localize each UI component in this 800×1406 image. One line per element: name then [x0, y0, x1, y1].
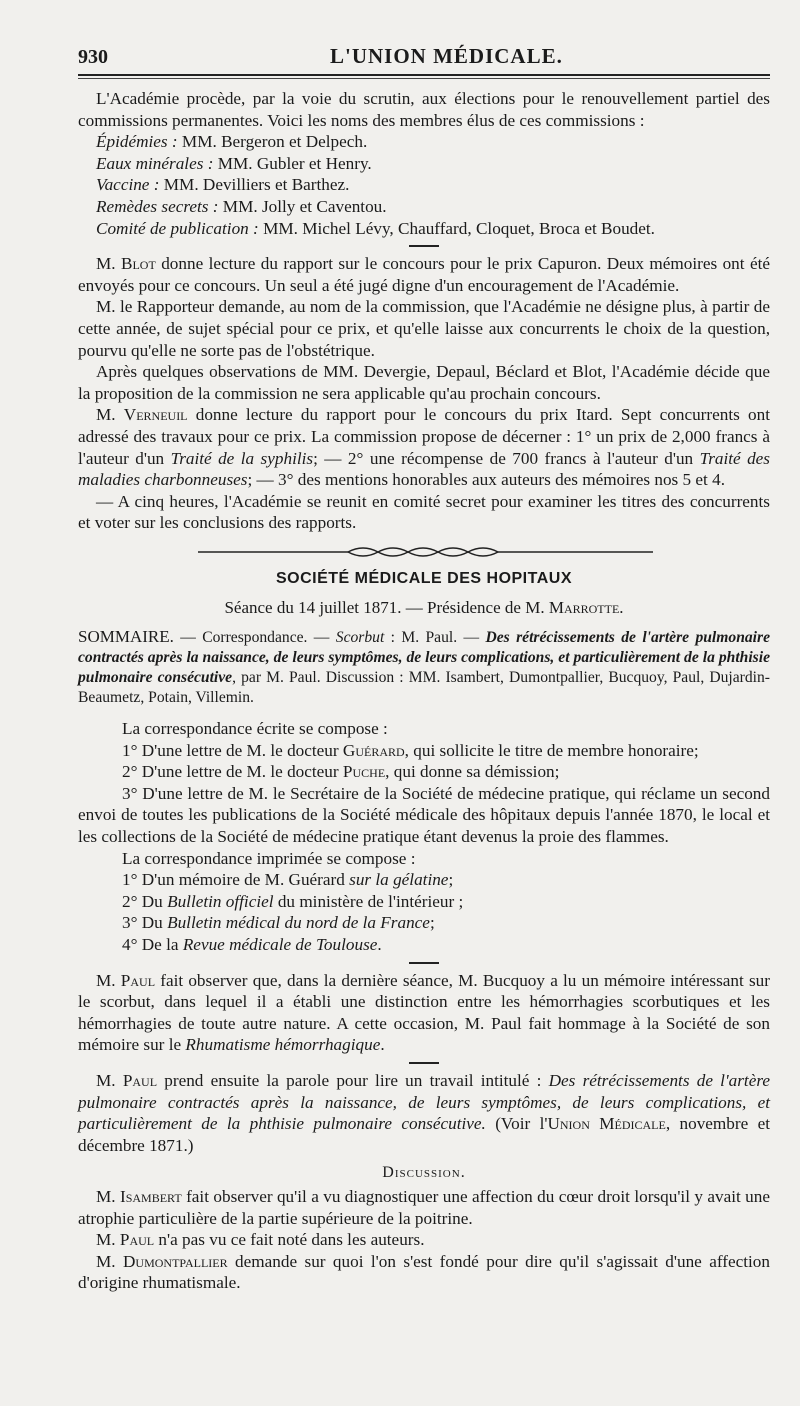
discussion-paragraph: M. Paul n'a pas vu ce fait noté dans les auteurs. — [96, 1230, 425, 1250]
commission-item: Eaux minérales : MM. Gubler et Henry. — [96, 153, 372, 173]
correspondance-item: 4° De la Revue médicale de Toulouse. — [122, 935, 382, 954]
section-separator — [409, 962, 439, 964]
section-title: SOCIÉTÉ MÉDICALE DES HOPITAUX — [275, 569, 572, 587]
correspondance-imprimee-intro: La correspondance imprimée se compose : — [122, 848, 416, 868]
itard-paragraph: M. Verneuil donne lecture du rapport pour le concours du prix Itard. Sept concurrents ont adressé des travaux pour ce prix. La commission propose de décerner : 1° un prix de 2,000 francs à l'auteur d'un Traité de la syphilis; — 2° une récompense de 700 francs à l'auteur d'un Traité des maladies charbonneuses; — 3° des mentions honorables aux auteurs des mémoires nos 5 et 4. — [78, 405, 771, 490]
article-body — [78, 88, 770, 1294]
commission-item: Remèdes secrets : MM. Jolly et Caventou. — [96, 196, 387, 216]
correspondance-item: 2° Du Bulletin officiel du ministère de l'intérieur ; — [122, 891, 464, 911]
commission-item: Comité de publication : MM. Michel Lévy, Chauffard, Cloquet, Broca et Boudet. — [96, 218, 655, 238]
discussion-paragraph: M. Isambert fait observer qu'il a vu diagnostiquer une affection du cœur droit lorsqu'il y avait une atrophie particulière de la partie supérieure de la poitrine. — [78, 1186, 770, 1228]
closing-paragraph: — A cinq heures, l'Académie se reunit en comité secret pour examiner les titres des concurrents et voter sur les conclusions des rapports. — [78, 491, 770, 533]
sommaire: SOMMAIRE. — Correspondance. — Scorbut : M. Paul. — Des rétrécissements de l'artère pulmonaire contractés après la naissance, de leurs symptômes, de leurs complications, et particulièrement de la phthisie pulmonaire consécutive, par M. Paul. Discussion : MM. Isambert, Dumontpallier, Bucquoy, Paul, Dujardin-Beaumetz, Potain, Villemin. — [78, 627, 770, 707]
seance-line: Séance du 14 juillet 1871. — Présidence de M. Marrotte. — [224, 598, 624, 618]
commission-item: Vaccine : MM. Devilliers et Barthez. — [96, 175, 350, 195]
header-rule — [78, 74, 770, 76]
intro-paragraph: L'Académie procède, par la voie du scrutin, aux élections pour le renouvellement partiel des commissions permanentes. Voici les noms des membres élus de ces commissions : — [78, 89, 770, 130]
section-separator — [409, 245, 439, 247]
discussion-heading: Discussion. — [382, 1164, 466, 1182]
capuron-paragraph: M. Blot donne lecture du rapport sur le concours pour le prix Capuron. Deux mémoires ont été envoyés pour ce concours. Un seul a été jugé digne d'un encouragement de l'Académie. — [78, 254, 770, 295]
correspondance-item: 3° D'une lettre de M. le Secrétaire de la Société de médecine pratique, qui réclame un second envoi de toutes les publications de la Société médicale des hôpitaux depuis l'année 1870, le local et les collections de la Société de médecine pratique étant devenus la proie des flammes. — [78, 783, 770, 847]
commission-list — [78, 131, 770, 239]
commission-item: Épidémies : MM. Bergeron et Delpech. — [96, 132, 368, 152]
header-rule-thin — [78, 78, 770, 79]
paul-paragraph-2: M. Paul prend ensuite la parole pour lire un travail intitulé : Des rétrécissements de l'artère pulmonaire contractés après la naissance, de leurs symptômes, de leurs complications, et particulièrement de la phthisie pulmonaire consécutive. (Voir l'Union Médicale, novembre et décembre 1871.) — [78, 1070, 770, 1155]
ornamental-divider — [78, 544, 770, 560]
discussion-paragraph: M. Dumontpallier demande sur quoi l'on s'est fondé pour dire qu'il s'agissait d'une affection d'origine rhumatismale. — [78, 1251, 770, 1293]
page-header — [78, 36, 770, 66]
correspondance-item: 2° D'une lettre de M. le docteur Puche, qui donne sa démission; — [122, 762, 560, 782]
correspondance-item: 3° Du Bulletin médical du nord de la France; — [122, 913, 435, 933]
paul-paragraph: M. Paul fait observer que, dans la dernière séance, M. Bucquoy a lu un mémoire intéressant sur le scorbut, dans lequel il a établi une distinction entre les hémorrhagies scorbutiques et les hémorrhagies de toute autre nature. A cette occasion, M. Paul fait hommage à la Société de son mémoire sur le Rhumatisme hémorrhagique. — [78, 970, 770, 1055]
capuron-paragraph-3: Après quelques observations de MM. Devergie, Depaul, Béclard et Blot, l'Académie décide que la proposition de la commission ne sera applicable qu'au prochain concours. — [78, 362, 770, 403]
capuron-paragraph-2: M. le Rapporteur demande, au nom de la commission, que l'Académie ne désigne plus, à partir de cette année, de sujet spécial pour ce prix, et qu'elle laisse aux concurrents le choix de la question, pourvu qu'elle ne sorte pas de l'obstétrique. — [78, 297, 770, 360]
correspondance-item: 1° D'un mémoire de M. Guérard sur la gélatine; — [122, 870, 454, 890]
page-number: 930 — [78, 46, 108, 68]
running-title: L'UNION MÉDICALE. — [330, 44, 563, 68]
correspondance-item: 1° D'une lettre de M. le docteur Guérard, qui sollicite le titre de membre honoraire; — [122, 740, 699, 760]
correspondance-ecrite-intro: La correspondance écrite se compose : — [122, 719, 388, 739]
section-separator — [409, 1062, 439, 1064]
